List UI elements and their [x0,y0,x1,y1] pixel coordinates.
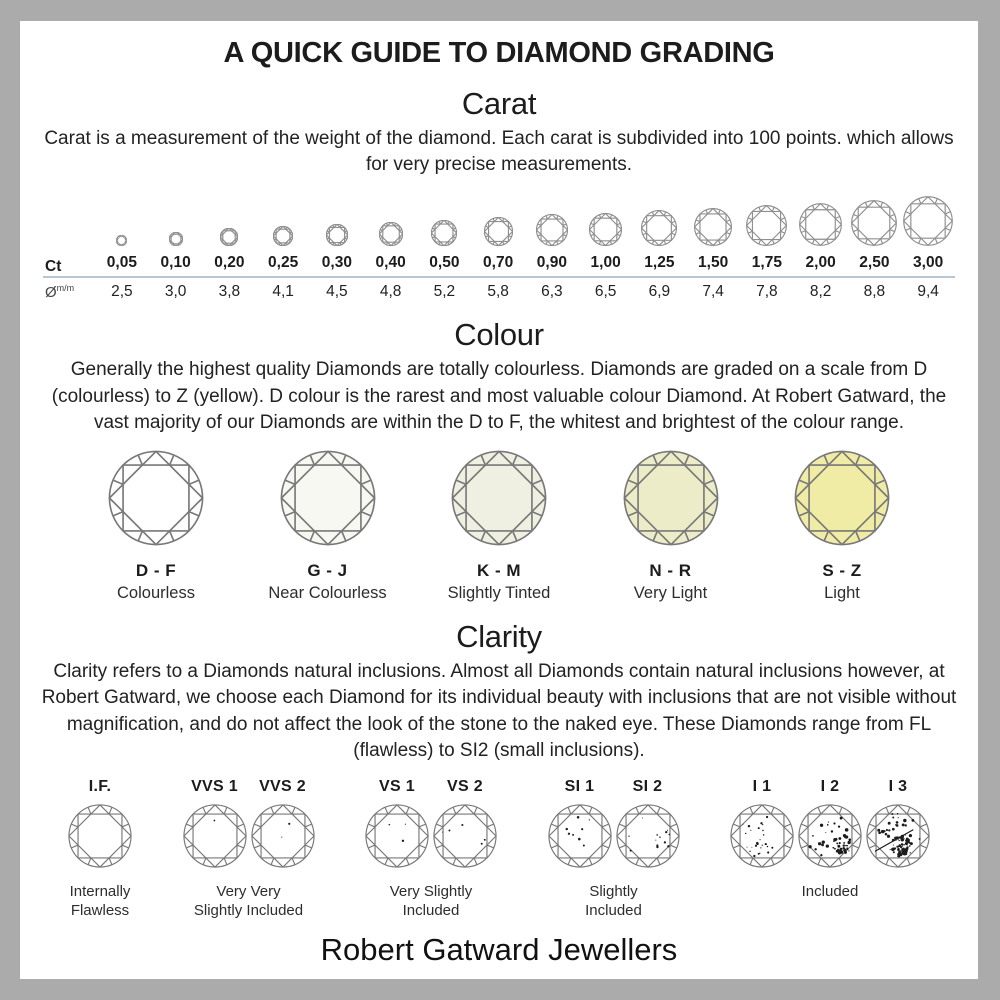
colour-range-label: N - R [649,561,692,581]
diameter-unit: m/m [56,283,75,294]
clarity-stone-icon [866,804,930,873]
clarity-stone-icon [616,804,680,873]
carat-mm-value: 8,2 [809,283,832,301]
clarity-grade-label: I 3 [888,777,908,795]
colour-range-label: K - M [476,561,522,581]
clarity-grade-label: I 1 [752,777,772,795]
diamond-icon [273,226,293,246]
clarity-heading: Clarity [456,619,542,655]
carat-ct-value: 0,50 [429,254,460,272]
carat-mm-value: 4,1 [272,283,294,301]
carat-mm-value: 6,9 [648,283,671,301]
clarity-stone-icon [251,804,315,873]
carat-ct-value: 0,40 [375,254,406,272]
carat-ct-value: 0,70 [483,254,514,272]
guide-card [20,21,978,979]
diamond-icon [794,450,890,546]
carat-stone-icon-cell [794,190,848,246]
clarity-group [183,778,315,921]
carat-mm-value: 6,3 [541,283,563,301]
diamond-icon [589,213,622,246]
clarity-grade-label: VVS 1 [191,777,238,795]
clarity-grade-label: SI 2 [632,777,663,795]
carat-stone-icon-cell [525,190,579,246]
diamond-icon [183,804,247,868]
clarity-grade-label: I 2 [820,777,840,795]
carat-stone-icon-cell [633,190,687,246]
carat-ct-value: 0,20 [214,254,245,272]
diamond-icon [379,222,403,246]
colour-name-label: Near Colourless [268,584,387,603]
clarity-group [548,778,680,921]
clarity-stone-icon [68,804,132,873]
clarity-grade-labels [68,778,132,796]
colour-range-label: D - F [135,561,177,581]
diamond-icon [365,804,429,868]
carat-ct-value: 1,75 [751,254,782,272]
clarity-grade-label: SI 1 [564,777,595,795]
clarity-grade-labels [548,778,680,796]
clarity-group [68,778,132,921]
colour-stone-icon [762,450,922,551]
colour-grade-item [419,450,579,603]
page-title: A QUICK GUIDE TO DIAMOND GRADING [223,37,775,69]
carat-mm-value: 2,5 [111,283,133,301]
diamond-icon [220,228,238,246]
carat-mm-value: 5,2 [433,283,456,301]
clarity-stone-icon [183,804,247,873]
clarity-group [365,778,497,921]
carat-mm-value: 4,8 [379,283,402,301]
carat-mm-value: 7,4 [702,283,724,301]
carat-scale-table [43,190,955,301]
carat-stone-icon-cell [149,190,203,246]
section-clarity [20,619,978,920]
clarity-group-label: Very Very Slightly Included [193,882,304,919]
diamond-icon [169,232,183,246]
clarity-stone-icon [433,804,497,873]
carat-mm-value: 3,8 [218,283,241,301]
section-colour [20,317,978,603]
clarity-stone-icon [365,804,429,873]
diamond-icon [280,450,376,546]
colour-name-label: Slightly Tinted [447,584,551,603]
carat-ct-value: 2,00 [805,254,836,272]
clarity-stone-icon [798,804,862,873]
carat-ct-row-label: Ct [45,258,62,276]
diamond-icon [799,203,842,246]
colour-stone-icon [248,450,408,551]
carat-mm-value: 8,8 [863,283,886,301]
carat-mm-value: 7,8 [756,283,778,301]
carat-stone-icon-cell [203,190,257,246]
diamond-icon [116,235,127,246]
clarity-group-label: Included [801,882,859,900]
diamond-icon [851,200,897,246]
clarity-group-label: Very Slightly Included [389,882,473,919]
clarity-group-label: Internally Flawless [69,882,131,919]
colour-name-label: Very Light [633,584,708,603]
carat-stone-icon-cell [901,190,955,246]
colour-stone-icon [419,450,579,551]
colour-grade-item [248,450,408,603]
diamond-icon [730,804,794,868]
clarity-grade-labels [183,778,315,796]
carat-stone-icon-cell [471,190,525,246]
carat-ct-value: 0,90 [536,254,567,272]
diamond-icon [68,804,132,868]
carat-stone-icon-cell [848,190,902,246]
carat-mm-value: 4,5 [326,283,348,301]
diamond-icon [694,208,732,246]
carat-ct-value: 2,50 [859,254,890,272]
carat-stone-icon-cell [95,190,149,246]
carat-stone-icon-cell [579,190,633,246]
carat-mm-value: 9,4 [917,283,939,301]
carat-ct-value: 1,25 [644,254,675,272]
diamond-icon [866,804,930,868]
clarity-grade-labels [730,778,930,796]
carat-stone-icon-cell [256,190,310,246]
diamond-icon [251,804,315,868]
carat-ct-value: 0,10 [160,254,191,272]
carat-ct-value: 0,05 [106,254,137,272]
carat-stone-icon-cell [364,190,418,246]
colour-name-label: Light [824,584,860,603]
diamond-icon [536,214,568,246]
clarity-group-label: Slightly Included [585,882,642,919]
carat-mm-value: 6,5 [594,283,617,301]
clarity-stone-icon [548,804,612,873]
clarity-grade-label: VS 2 [447,777,483,795]
diamond-icon [433,804,497,868]
clarity-grade-label: VS 1 [379,777,415,795]
colour-grade-row [20,450,978,603]
carat-mm-value: 5,8 [487,283,509,301]
clarity-stone-icons [365,804,497,873]
colour-range-label: G - J [307,561,348,581]
clarity-stone-icons [183,804,315,873]
carat-description: Carat is a measurement of the weight of the diamond. Each carat is subdivided into 100 points. which allows for very precise measurements. [44,128,954,176]
carat-stone-icon-cell [310,190,364,246]
diamond-icon [903,196,953,246]
carat-heading: Carat [461,86,537,121]
colour-stone-icon [591,450,751,551]
clarity-description: Clarity refers to a Diamonds natural inclusions. Almost all Diamonds contain natural inclusions however, at Robert Gatward, we choose each Diamond for its individual beauty with inclusions that are not visible without magnification, and do not affect the look of the stone to the naked eye. These Diamonds range from FL (flawless) to SI2 (small inclusions). [41,661,957,761]
diamond-icon [326,224,348,246]
colour-grade-item [762,450,922,603]
colour-description: Generally the highest quality Diamonds are totally colourless. Diamonds are graded on a scale from D (colourless) to Z (yellow). D colour is the rarest and most valuable colour Diamond. At Robert Gatward, the vast majority of our Diamonds are within the D to F, the whitest and brightest of the colour range. [51,359,947,433]
colour-range-label: S - Z [822,561,862,581]
diamond-icon [431,220,457,246]
diamond-icon [616,804,680,868]
diamond-icon [484,217,513,246]
carat-mm-row-label [43,283,95,301]
carat-stone-icon-cell [418,190,472,246]
carat-ct-value: 3,00 [913,254,944,272]
clarity-grade-label: VVS 2 [259,777,306,795]
diamond-icon [641,210,677,246]
clarity-stone-icon [730,804,794,873]
diamond-icon [451,450,547,546]
clarity-group [730,778,930,902]
colour-heading: Colour [454,317,544,353]
carat-ct-value: 1,00 [590,254,621,272]
diamond-icon [798,804,862,868]
clarity-grade-label: I.F. [88,777,112,795]
clarity-stone-icons [730,804,930,873]
section-carat [20,86,978,301]
diamond-icon [108,450,204,546]
colour-name-label: Colourless [117,584,195,603]
clarity-grade-row [20,778,978,921]
diamond-icon [746,205,787,246]
carat-row-spacer [43,190,95,246]
clarity-grade-labels [365,778,497,796]
carat-stone-icon-cell [740,190,794,246]
carat-stone-icon-cell [686,190,740,246]
carat-ct-value: 0,25 [268,254,299,272]
clarity-stone-icons [548,804,680,873]
diamond-icon [548,804,612,868]
colour-grade-item [76,450,236,603]
footer-brand: Robert Gatward Jewellers [320,932,678,968]
carat-ct-value: 0,30 [321,254,352,272]
carat-ct-value: 1,50 [698,254,729,272]
diamond-icon [623,450,719,546]
colour-stone-icon [76,450,236,551]
colour-grade-item [591,450,751,603]
carat-mm-value: 3,0 [164,283,187,301]
diameter-symbol: Ø [45,284,57,302]
clarity-stone-icons [68,804,132,873]
